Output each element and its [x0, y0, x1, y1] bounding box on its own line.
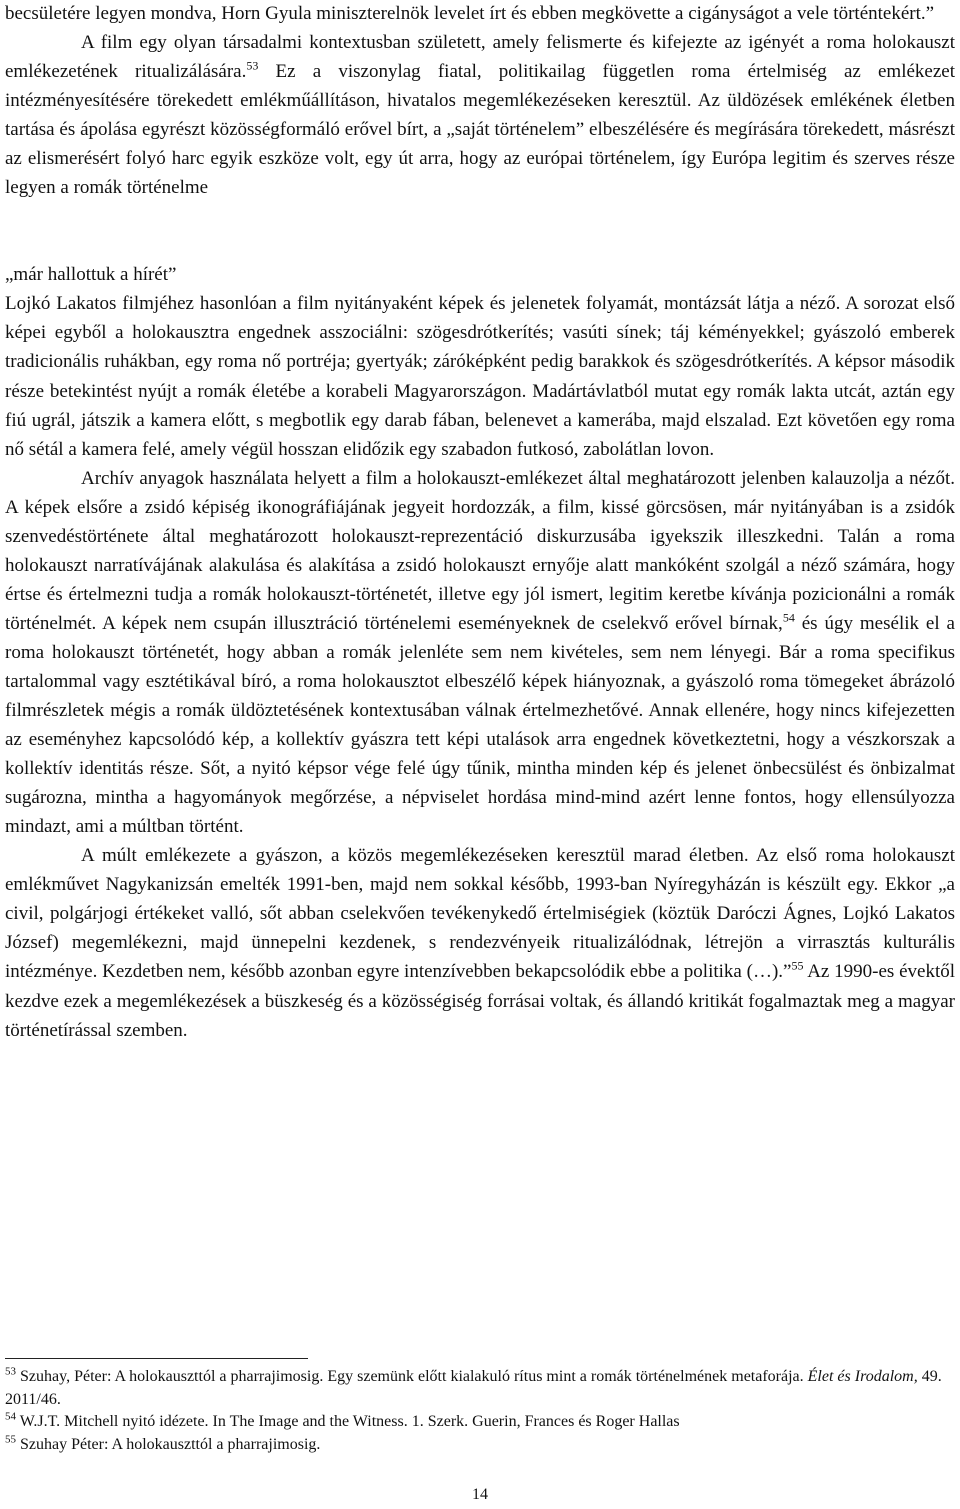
- footnote-ref-54: 54: [782, 610, 795, 625]
- footnote-number: 54: [5, 1410, 16, 1423]
- text-run: Ez a viszonylag fiatal, politikailag független roma értelmiség az emlékezet intézményesítésére törekedett emlékműállításon, hivatalos megemlékezéseken keresztül. Az üldözések emlékének életben tartása és ápolása egyrészt közösségformáló erővel bírt, a „saját történelem” elbeszélésére és megírására törekedett, másrészt az elismerésért folyó harc egyik eszköze volt, egy út arra, hogy az európai történelem, így Európa legitim és szerves része legyen a romák történelme: [5, 61, 955, 199]
- text-run: Archív anyagok használata helyett a film a holokauszt-emlékezet által meghatározott jelenben kalauzolja a nézőt. A képek elsőre a zsidó képiség ikonográfiájának jegyeit hordozzák, a film, kissé görcsösen, már nyitányában is a zsidók szenvedéstörténete által meghatározott holokauszt-reprezentáció diskurzusába igyekszik illeszkedni. Talán a roma holokauszt narratívájának alakulása és alakítása a zsidó holokauszt ernyője alatt mankóként szolgál a néző számára, hogy értse és értelmezni tudja a romák holokauszt-történetét, illetve egy jól ismert, legitim keretbe kívánja pozicionálni a romák történelmét. A képek nem csupán illusztráció történelemi eseményeknek de cselekvő erővel bírnak,: [5, 467, 955, 634]
- footnote-text: Szuhay Péter: A holokauszttól a pharrajimosig.: [16, 1435, 321, 1453]
- footnote-text: W.J.T. Mitchell nyitó idézete. In The Image and the Witness. 1. Szerk. Guerin, Frances és Roger Hallas: [16, 1413, 680, 1430]
- footnote-55: [5, 1434, 955, 1457]
- text-run: A múlt emlékezete a gyászon, a közös megemlékezéseken keresztül marad életben. Az első roma holokauszt emlékművet Nagykanizsán emelték 1991-ben, majd nem sokkal később, 1993-ban Nyíregyházán is készült egy. Ekkor „a civil, polgárjogi értékeket valló, sőt abban cselekvően tevékenykedő értelmiségiek (köztük Daróczi Ágnes, Lojkó Lakatos József) megemlékezni, majd ünnepelni kezdenek, s rendezvényeik ritualizálódnak, létrejön a virrasztás kulturális intézménye. Kezdetben nem, később azonban egyre intenzívebben bekapcsolódik ebbe a politika (…).”: [5, 845, 955, 983]
- paragraph-archive: [5, 464, 955, 842]
- paragraph-gap: [5, 202, 955, 260]
- footnote-text: 49. 2011/46.: [5, 1368, 942, 1408]
- paragraph-memory: [5, 841, 955, 1044]
- text-run: A film egy olyan társadalmi kontextusban született, amely felismerte és kifejezte az igényét a roma holokauszt emlékezetének ritualizálására.: [5, 32, 955, 83]
- paragraph-film-context: [5, 28, 955, 202]
- text-run: és úgy mesélik el a roma holokauszt történetét, hogy abban a romák jelenléte sem nem kivételes, sem nem lényegi. Bár a roma specifikus tartalommal vagy esztétikával bíró, a roma holokausztot elbeszélő képek hiányoznak, a gyászoló roma tömegeket ábrázoló filmrészletek mégis a romák üldöztetésének kontextusában válnak értelmezhetővé. Annak ellenére, hogy nincs kifejezetten az eseményhez kapcsolódó kép, a kollektív gyászra tett képi utalások arra engednek következtetni, hogy a vészkorszak a kollektív identitás része. Sőt, a nyitó képsor vége felé úgy tűnik, mintha minden kép és jelenet önbecsülést és önbizalmat sugározna, mintha a hagyományok megőrzése, a népviselet hordása mind-mind azért lenne fontos, hogy ellensúlyozza mindazt, ami a múltban történt.: [5, 612, 955, 838]
- footnote-ref-55: 55: [791, 959, 804, 974]
- footnote-separator: [5, 1358, 308, 1359]
- paragraph-opening-montage: Lojkó Lakatos filmjéhez hasonlóan a film nyitányaként képek és jelenetek folyamát, montázsát látja a néző. A sorozat első képei egyből a holokausztra engednek asszociálni: szögesdrótkerítés; vasúti sínek; táj kéményekkel; gyászoló emberek tradicionális ruhákban, egy roma nő portréja; gyertyák; záróképként pedig barakkok és szögesdrótkerítés. A képsor második része betekintést nyújt a romák életébe a korabeli Magyarországon. Madártávlatból mutat egy romák lakta utcát, aztán egy fiú ugrál, játszik a kamera előtt, s megbotlik egy darab fában, belenevet a kamerába, majd elszalad. Ezt követően egy roma nő sétál a kamera felé, amely végül hosszan elidőzik egy szabadon futkosó, zabolátlan lovon.: [5, 293, 955, 460]
- footnotes: [5, 1366, 955, 1456]
- paragraph-continued: becsületére legyen mondva, Horn Gyula miniszterelnök levelet írt és ebben megkövette a cigányságot a vele történtekért.”: [5, 3, 935, 24]
- footnote-text: Szuhay, Péter: A holokauszttól a pharrajimosig. Egy szemünk előtt kialakuló rítus mint a romák történelmének metaforája.: [16, 1368, 808, 1385]
- page-number: 14: [472, 1486, 488, 1503]
- footnote-53: [5, 1366, 955, 1411]
- section-heading: „már hallottuk a hírét”: [5, 264, 177, 286]
- footnote-number: 55: [5, 1433, 16, 1446]
- footnote-54: [5, 1411, 955, 1434]
- footnote-number: 53: [5, 1365, 16, 1378]
- footnote-ref-53: 53: [246, 58, 259, 73]
- journal-title: Élet és Irodalom,: [807, 1368, 918, 1385]
- main-text: [5, 0, 955, 1045]
- text-run: Az 1990-es évektől kezdve ezek a megemlékezések a büszkeség és a közösségiség forrásai voltak, és állandó kritikát fogalmaztak meg a magyar történetírással szemben.: [5, 961, 956, 1041]
